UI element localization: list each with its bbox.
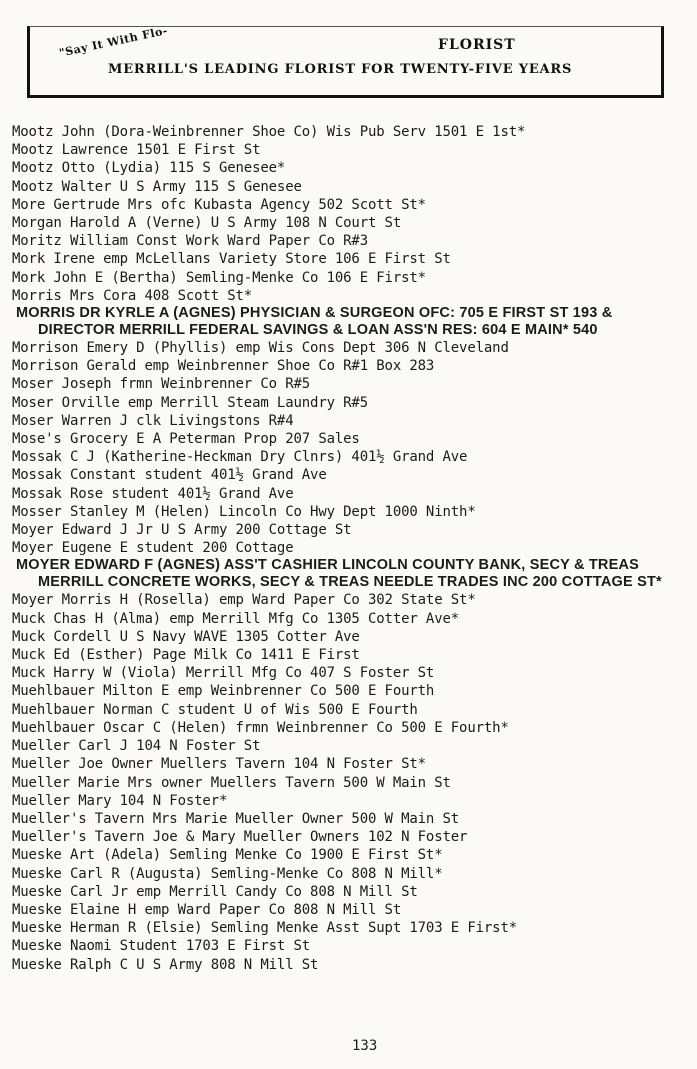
- ad-slogan: "Say It With Flo-: [58, 23, 170, 60]
- directory-entry-featured: MOYER EDWARD F (AGNES) ASS'T CASHIER LINCOLN COUNTY BANK, SECY & TREAS MERRILL CONCRETE WORKS, SECY & TREAS NEEDLE TRADES INC 200 COTTAGE ST*: [16, 557, 662, 591]
- directory-entry: Mootz Walter U S Army 115 S Genesee: [12, 178, 302, 195]
- directory-entry: Muck Cordell U S Navy WAVE 1305 Cotter Ave: [12, 628, 360, 645]
- directory-entry: Moyer Edward J Jr U S Army 200 Cottage St: [12, 522, 352, 539]
- directory-entry: Mootz John (Dora-Weinbrenner Shoe Co) Wis Pub Serv 1501 E 1st*: [12, 124, 526, 140]
- directory-entry: Mueske Herman R (Elsie) Semling Menke Asst Supt 1703 E First*: [12, 920, 518, 937]
- directory-listings: [12, 123, 692, 974]
- directory-entry: Mossak C J (Katherine-Heckman Dry Clnrs) 401½ Grand Ave: [12, 449, 468, 466]
- directory-entry: Mueller Joe Owner Muellers Tavern 104 N Foster St*: [12, 756, 426, 773]
- directory-entry: Muck Harry W (Viola) Merrill Mfg Co 407 S Foster St: [12, 665, 435, 682]
- directory-entry: Morrison Emery D (Phyllis) emp Wis Cons Dept 306 N Cleveland: [12, 340, 509, 357]
- directory-entry: Mueske Ralph C U S Army 808 N Mill St: [12, 956, 319, 973]
- directory-entry: Mueske Carl Jr emp Merrill Candy Co 808 N Mill St: [12, 883, 418, 900]
- directory-entry: Mork John E (Bertha) Semling-Menke Co 106 E First*: [12, 269, 426, 286]
- directory-entry: Moyer Eugene E student 200 Cottage: [12, 540, 294, 557]
- directory-entry: Muehlbauer Oscar C (Helen) frmn Weinbrenner Co 500 E Fourth*: [12, 719, 509, 736]
- florist-advertisement: [27, 23, 664, 98]
- directory-entry: Mosser Stanley M (Helen) Lincoln Co Hwy Dept 1000 Ninth*: [12, 503, 476, 520]
- directory-entry: Morris Mrs Cora 408 Scott St*: [12, 287, 253, 304]
- directory-entry: Moser Joseph frmn Weinbrenner Co R#5: [12, 376, 311, 393]
- ad-tagline: MERRILL'S LEADING FLORIST FOR TWENTY-FIVE YEARS: [108, 62, 573, 77]
- directory-entry-featured: MORRIS DR KYRLE A (AGNES) PHYSICIAN & SURGEON OFC: 705 E FIRST ST 193 & DIRECTOR MERRILL FEDERAL SAVINGS & LOAN ASS'N RES: 604 E MAIN* 540: [16, 305, 613, 339]
- directory-entry: Mose's Grocery E A Peterman Prop 207 Sales: [12, 431, 360, 448]
- directory-entry: Moyer Morris H (Rosella) emp Ward Paper Co 302 State St*: [12, 592, 476, 609]
- directory-entry: Mueller's Tavern Joe & Mary Mueller Owners 102 N Foster: [12, 829, 468, 846]
- directory-entry: Muehlbauer Milton E emp Weinbrenner Co 500 E Fourth: [12, 683, 435, 700]
- directory-entry: Muehlbauer Norman C student U of Wis 500 E Fourth: [12, 701, 418, 718]
- directory-entry: Muck Ed (Esther) Page Milk Co 1411 E First: [12, 647, 360, 664]
- directory-entry: Mueller Marie Mrs owner Muellers Tavern 500 W Main St: [12, 774, 451, 791]
- directory-entry: Morrison Gerald emp Weinbrenner Shoe Co R#1 Box 283: [12, 358, 435, 375]
- directory-entry: Mueske Art (Adela) Semling Menke Co 1900 E First St*: [12, 847, 443, 864]
- directory-entry: Muck Chas H (Alma) emp Merrill Mfg Co 1305 Cotter Ave*: [12, 610, 460, 627]
- directory-entry: Mossak Rose student 401½ Grand Ave: [12, 485, 294, 502]
- directory-entry: Moritz William Const Work Ward Paper Co R#3: [12, 233, 368, 250]
- directory-entry: Moser Warren J clk Livingstons R#4: [12, 412, 294, 429]
- directory-entry: Mueske Elaine H emp Ward Paper Co 808 N Mill St: [12, 901, 402, 918]
- directory-entry: Mork Irene emp McLellans Variety Store 106 E First St: [12, 251, 451, 268]
- directory-entry: Mueller's Tavern Mrs Marie Mueller Owner 500 W Main St: [12, 810, 460, 827]
- directory-entry: Morgan Harold A (Verne) U S Army 108 N Court St: [12, 215, 402, 232]
- directory-entry: Mossak Constant student 401½ Grand Ave: [12, 467, 327, 484]
- ad-category: FLORIST: [438, 37, 516, 53]
- directory-entry: Mueller Mary 104 N Foster*: [12, 792, 228, 809]
- directory-entry: Mueller Carl J 104 N Foster St: [12, 738, 261, 755]
- directory-entry: Mootz Otto (Lydia) 115 S Genesee*: [12, 160, 286, 177]
- page-number: 133: [352, 1038, 378, 1054]
- directory-entry: Mueske Naomi Student 1703 E First St: [12, 938, 311, 955]
- directory-entry: Mootz Lawrence 1501 E First St: [12, 142, 261, 159]
- directory-entry: Moser Orville emp Merrill Steam Laundry R#5: [12, 394, 368, 411]
- directory-entry: More Gertrude Mrs ofc Kubasta Agency 502 Scott St*: [12, 196, 426, 213]
- directory-entry: Mueske Carl R (Augusta) Semling-Menke Co 808 N Mill*: [12, 865, 443, 882]
